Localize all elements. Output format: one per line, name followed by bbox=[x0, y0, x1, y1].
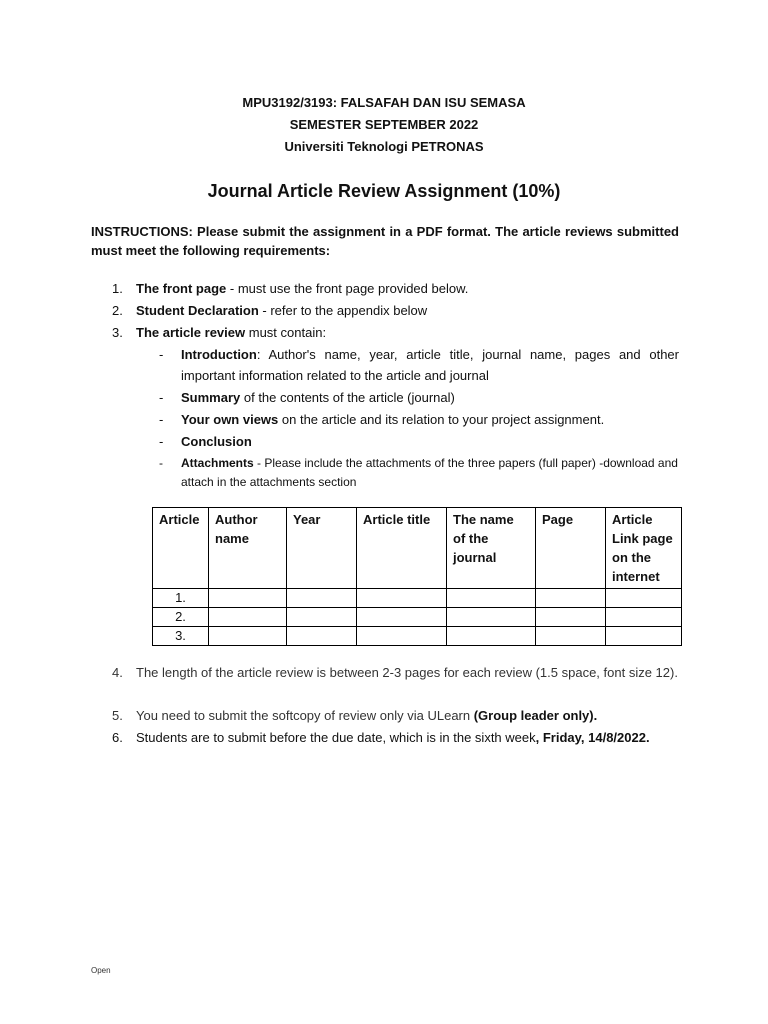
item-text: Students are to submit before the due date, which is in the sixth week bbox=[136, 730, 536, 745]
table-row bbox=[153, 608, 682, 627]
table-header: Page bbox=[536, 508, 606, 589]
course-code: MPU3192/3193: FALSAFAH DAN ISU SEMASA bbox=[242, 95, 526, 110]
table-cell bbox=[447, 627, 536, 646]
table-header: Article Link page on the internet bbox=[606, 508, 682, 589]
item-number: 4. bbox=[112, 665, 123, 680]
table-cell bbox=[606, 608, 682, 627]
university-name: Universiti Teknologi PETRONAS bbox=[284, 139, 484, 154]
table-cell bbox=[209, 608, 287, 627]
dash: - bbox=[159, 434, 164, 449]
item-number: 6. bbox=[112, 730, 123, 745]
table-cell bbox=[209, 589, 287, 608]
table-cell bbox=[287, 627, 357, 646]
table-header: Article bbox=[153, 508, 209, 589]
dash: - bbox=[159, 347, 164, 362]
item-text: must contain: bbox=[245, 325, 327, 340]
table-cell bbox=[209, 627, 287, 646]
row-index: 3. bbox=[153, 627, 209, 646]
sub-item-bold: Conclusion bbox=[181, 434, 252, 449]
table-cell bbox=[357, 608, 447, 627]
item-bold: (Group leader only). bbox=[473, 708, 598, 723]
item-number: 2. bbox=[112, 303, 123, 318]
item-text: - refer to the appendix below bbox=[258, 303, 428, 318]
row-index: 2. bbox=[153, 608, 209, 627]
item-bold: , Friday, 14/8/2022. bbox=[535, 730, 650, 745]
item-bold: Student Declaration bbox=[136, 303, 259, 318]
sub-item-text: - Please include the attachments of the three papers (full paper) -download and attach in the attachments section bbox=[181, 456, 678, 489]
table-cell bbox=[447, 608, 536, 627]
table-header: Year bbox=[287, 508, 357, 589]
footer-label: Open bbox=[91, 966, 111, 975]
dash: - bbox=[159, 390, 164, 405]
dash: - bbox=[159, 412, 164, 427]
item-text: The length of the article review is between 2-3 pages for each review (1.5 space, font size 12). bbox=[136, 665, 678, 680]
page-title: Journal Article Review Assignment (10%) bbox=[207, 181, 561, 201]
table-cell bbox=[536, 608, 606, 627]
table-cell bbox=[447, 589, 536, 608]
table-row bbox=[153, 589, 682, 608]
table-cell bbox=[536, 627, 606, 646]
item-bold: The article review bbox=[136, 325, 246, 340]
sub-item-text: on the article and its relation to your project assignment. bbox=[278, 412, 605, 427]
table-cell bbox=[357, 589, 447, 608]
semester-label: SEMESTER SEPTEMBER 2022 bbox=[289, 117, 479, 132]
item-text: - must use the front page provided below. bbox=[226, 281, 469, 296]
item-text: You need to submit the softcopy of review only via ULearn bbox=[136, 708, 474, 723]
sub-item-bold: Attachments bbox=[181, 456, 254, 470]
sub-item-text: : Author's name, year, article title, journal name, pages and other important information related to the article and journal bbox=[181, 347, 679, 383]
item-number: 3. bbox=[112, 325, 123, 340]
row-index: 1. bbox=[153, 589, 209, 608]
table-header: Author name bbox=[209, 508, 287, 589]
sub-item-bold: Your own views bbox=[181, 412, 279, 427]
table-cell bbox=[357, 627, 447, 646]
instructions-paragraph: INSTRUCTIONS: Please submit the assignment in a PDF format. The article reviews submitted must meet the following requirements: bbox=[91, 224, 679, 258]
table-cell bbox=[287, 589, 357, 608]
sub-item-text: of the contents of the article (journal) bbox=[240, 390, 455, 405]
table-header-row bbox=[153, 508, 682, 589]
table-header: Article title bbox=[357, 508, 447, 589]
dash: - bbox=[159, 456, 163, 470]
sub-item-bold: Summary bbox=[181, 390, 241, 405]
table-cell bbox=[536, 589, 606, 608]
table-cell bbox=[287, 608, 357, 627]
sub-item-bold: Introduction bbox=[181, 347, 257, 362]
table-cell bbox=[606, 589, 682, 608]
item-number: 5. bbox=[112, 708, 123, 723]
table-row bbox=[153, 627, 682, 646]
article-table bbox=[152, 507, 682, 646]
item-bold: The front page bbox=[136, 281, 227, 296]
table-cell bbox=[606, 627, 682, 646]
item-number: 1. bbox=[112, 281, 123, 296]
table-header: The name of the journal bbox=[447, 508, 536, 589]
